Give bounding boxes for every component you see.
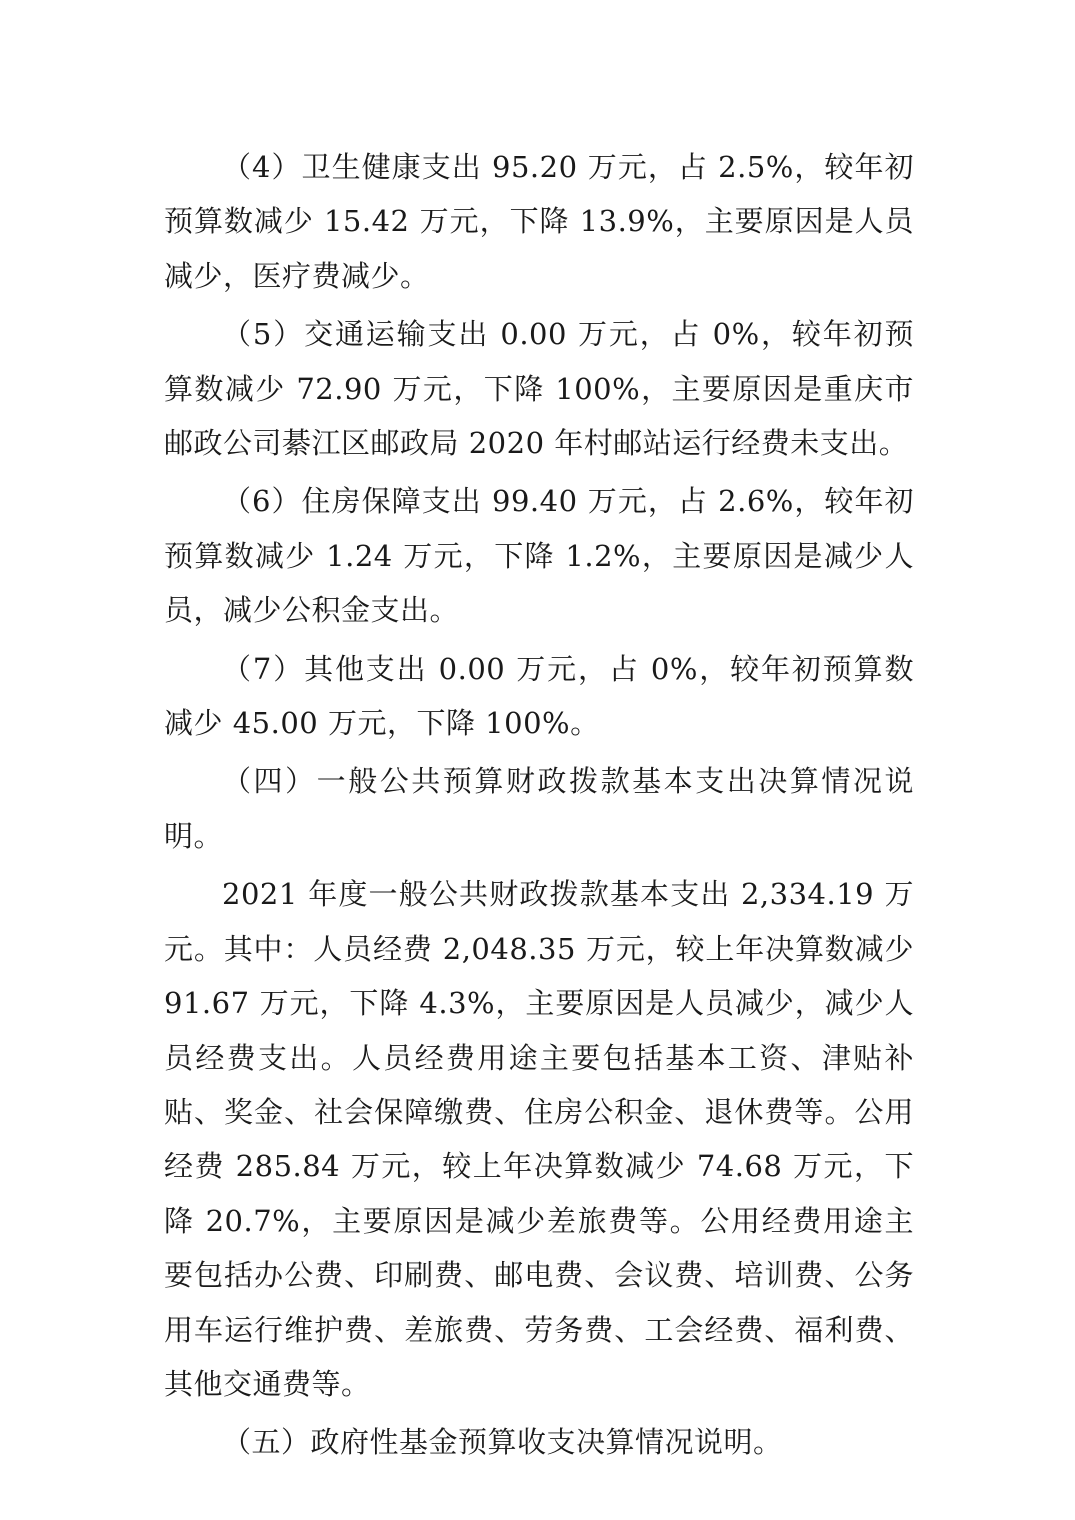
section-heading-government-fund: （五）政府性基金预算收支决算情况说明。 <box>222 1425 783 1460</box>
paragraph-basic-expenditure: 2021 年度一般公共财政拨款基本支出 2,334.19 万元。其中：人员经费 2,048.35 万元，较上年决算数减少 91.67 万元，下降 4.3%，主要原因是人员减少，减少人员经费支出。人员经费用途主要包括基本工资、津贴补贴、奖金、社会保障缴费、住房公积金、退休费等。公用经费 285.84 万元，较上年决算数减少 74.68 万元，下降 20.7%，主要原因是减少差旅费等。公用经费用途主要包括办公费、印刷费、邮电费、会议费、培训费、公务用车运行维护费、差旅费、劳务费、工会经费、福利费、其他交通费等。 <box>164 877 914 1401</box>
paragraph-transport-expenditure: （5）交通运输支出 0.00 万元，占 0%，较年初预算数减少 72.90 万元，下降 100%，主要原因是重庆市邮政公司綦江区邮政局 2020 年村邮站运行经费未支出。 <box>164 317 914 461</box>
paragraph-other-expenditure: （7）其他支出 0.00 万元，占 0%，较年初预算数减少 45.00 万元，下降 100%。 <box>164 651 914 741</box>
paragraph-health-expenditure: （4）卫生健康支出 95.20 万元，占 2.5%，较年初预算数减少 15.42 万元，下降 13.9%，主要原因是人员减少，医疗费减少。 <box>164 150 914 293</box>
document-body <box>164 140 914 1474</box>
paragraph-housing-expenditure: （6）住房保障支出 99.40 万元，占 2.6%，较年初预算数减少 1.24 万元，下降 1.2%，主要原因是减少人员，减少公积金支出。 <box>164 484 914 628</box>
section-heading-basic-expenditure: （四）一般公共预算财政拨款基本支出决算情况说明。 <box>164 764 914 853</box>
